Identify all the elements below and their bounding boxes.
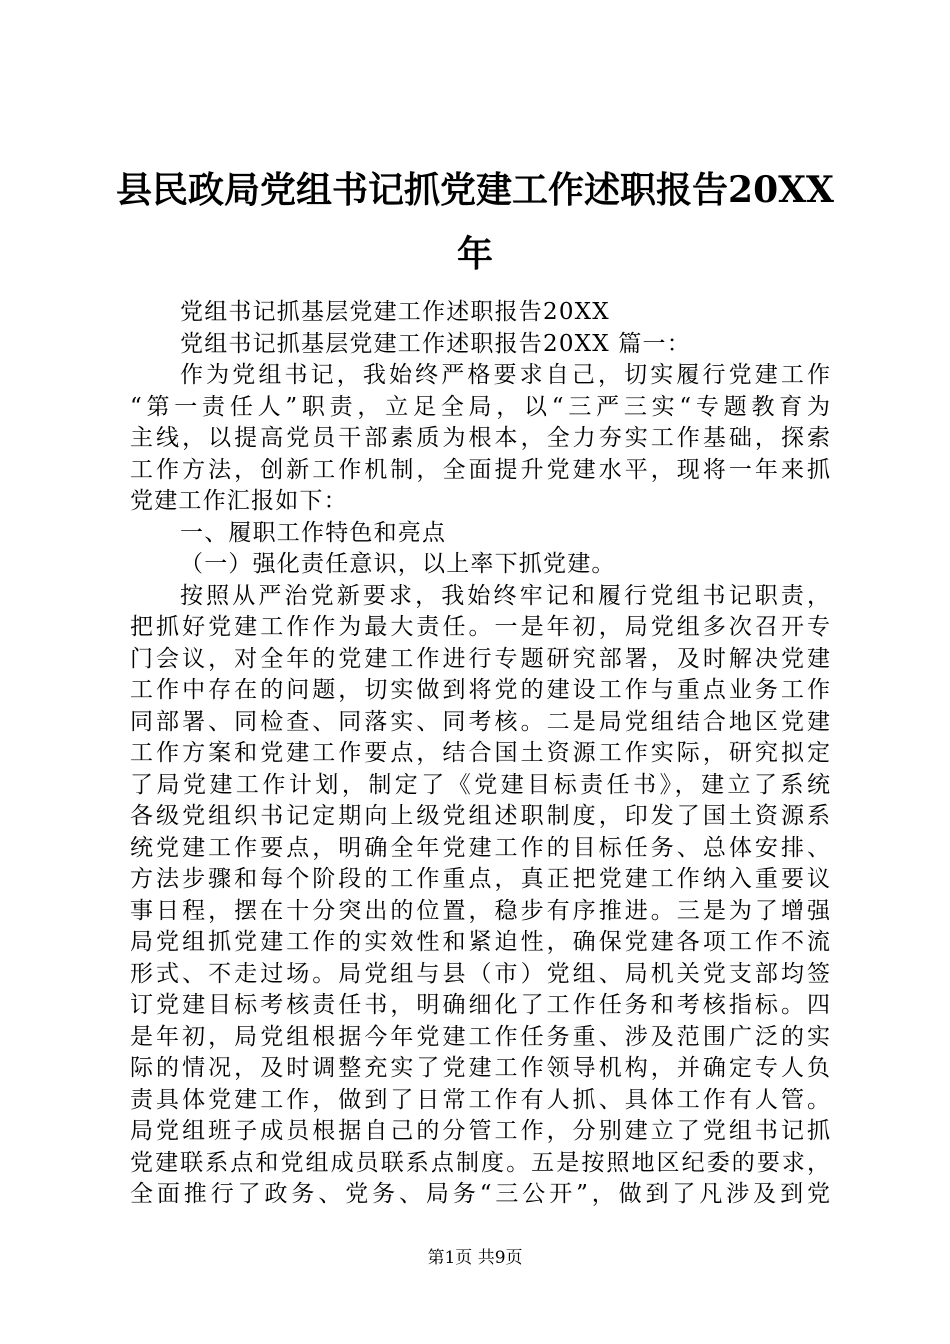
body-line: 党建联系点和党组成员联系点制度。五是按照地区纪委的要求， [130,1149,830,1176]
body-line: 责具体党建工作，做到了日常工作有人抓、具体工作有人管。 [130,1086,830,1113]
title-line-2: 年 [456,233,493,275]
body-line: 统党建工作要点，明确全年党建工作的目标任务、总体安排、 [130,834,830,861]
title-line-1: 县民政局党组书记抓党建工作述职报告20XX [116,169,834,211]
body-line: 同部署、同检查、同落实、同考核。二是局党组结合地区党建 [130,708,830,735]
body-line: 订党建目标考核责任书，明确细化了工作任务和考核指标。四 [130,992,830,1018]
body-line: 是年初，局党组根据今年党建工作任务重、涉及范围广泛的实 [130,1023,830,1050]
body-line: 际的情况，及时调整充实了党建工作领导机构，并确定专人负 [130,1055,830,1081]
section-heading: 一、履职工作特色和亮点 [180,519,447,546]
body-line: 局党组班子成员根据自己的分管工作，分别建立了党组书记抓 [130,1118,830,1144]
body-line: 党建工作汇报如下： [130,488,348,514]
body-line: 工作方法，创新工作机制，全面提升党建水平，现将一年来抓 [130,456,830,483]
body-line: 工作方案和党建工作要点，结合国土资源工作实际，研究拟定 [130,740,830,766]
body-line: 主线，以提高党员干部素质为根本，全力夯实工作基础，探索 [130,425,830,451]
body-line: 党组书记抓基层党建工作述职报告20XX 篇一： [180,330,691,357]
body-line: 工作中存在的问题，切实做到将党的建设工作与重点业务工作 [130,677,830,703]
body-line: 门会议，对全年的党建工作进行专题研究部署，及时解决党建 [130,645,830,672]
body-line: 各级党组织书记定期向上级党组述职制度，印发了国土资源系 [130,803,830,829]
body-line: 作为党组书记，我始终严格要求自己，切实履行党建工作 [180,362,830,388]
body-line: 局党组抓党建工作的实效性和紧迫性，确保党建各项工作不流 [130,929,830,955]
document-title [110,158,840,286]
body-line: 把抓好党建工作作为最大责任。一是年初，局党组多次召开专 [130,614,830,640]
body-line: 全面推行了政务、党务、局务“三公开”，做到了凡涉及到党 [130,1181,830,1207]
body-line: 事日程，摆在十分突出的位置，稳步有序推进。三是为了增强 [130,897,830,924]
body-line: 了局党建工作计划，制定了《党建目标责任书》，建立了系统 [130,771,830,798]
document-body [130,297,830,1211]
body-line: 方法步骤和每个阶段的工作重点，真正把党建工作纳入重要议 [130,866,830,892]
body-line: 党组书记抓基层党建工作述职报告20XX [180,299,610,325]
body-line: 形式、不走过场。局党组与县（市）党组、局机关党支部均签 [130,960,830,987]
body-line: 按照从严治党新要求，我始终牢记和履行党组书记职责， [180,582,830,609]
page-footer: 第1页 共9页 [427,1248,523,1268]
body-line: “第一责任人”职责，立足全局，以“三严三实“专题教育为 [130,393,830,420]
subsection-heading: （一）强化责任意识，以上率下抓党建。 [180,551,616,577]
